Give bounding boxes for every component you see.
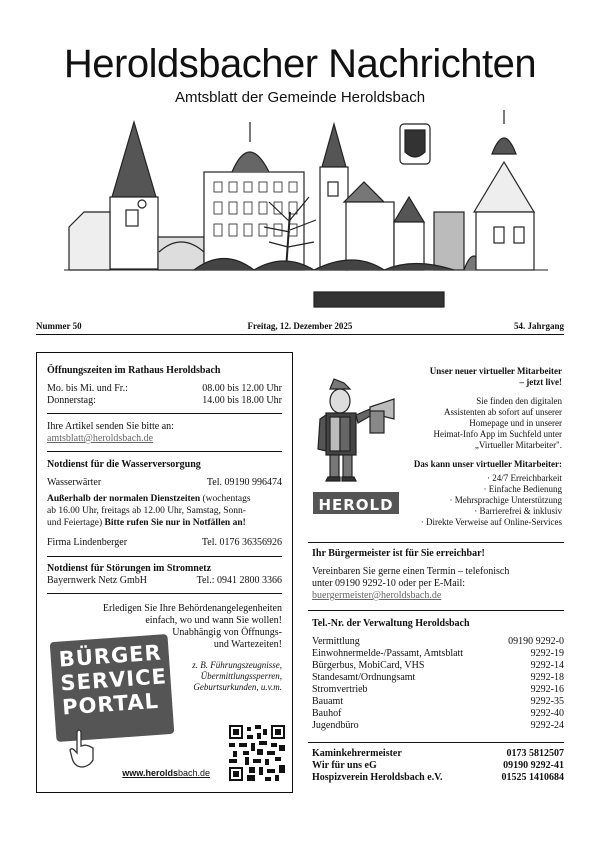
extra-row	[312, 748, 564, 760]
power-phone: Tel.: 0941 2800 3366	[196, 575, 282, 586]
directory-row	[312, 696, 564, 708]
issue-date: Freitag, 12. Dezember 2025	[247, 321, 353, 331]
portal-examples	[192, 660, 282, 693]
hours-section	[47, 365, 282, 407]
herold-body-line: Heimat-Info App im Suchfeld unter	[433, 429, 562, 439]
town-skyline-illustration	[64, 102, 548, 317]
hours-value: 14.00 bis 18.00 Uhr	[202, 395, 282, 406]
water-note-text: ab 16.00 Uhr, freitags ab 12.00 Uhr, Samstag, Sonn-	[47, 506, 246, 516]
divider	[47, 593, 282, 594]
directory-heading: Tel.-Nr. der Verwaltung Heroldsbach	[312, 618, 470, 629]
directory-label: Standesamt/Ordnungsamt	[312, 672, 416, 683]
issue-number: Nummer 50	[36, 321, 82, 331]
extra-row	[312, 760, 564, 772]
herold-feature: · Mehrsprachige Unterstützung	[449, 495, 562, 505]
dateline	[36, 320, 564, 335]
directory-phone: 9292-18	[530, 672, 564, 683]
articles-text: Ihre Artikel senden Sie bitte an:	[47, 421, 174, 432]
water-section	[47, 459, 282, 549]
extra-phone: 0173 5812507	[506, 748, 564, 759]
mayor-section	[312, 548, 564, 602]
pointer-hand-icon	[67, 728, 97, 768]
portal-line: und Wartezeiten!	[213, 639, 282, 650]
water-row	[47, 477, 282, 489]
directory-label: Stromvertrieb	[312, 684, 368, 695]
directory-row	[312, 684, 564, 696]
masthead-subtitle: Amtsblatt der Gemeinde Heroldsbach	[174, 89, 426, 106]
directory-row	[312, 660, 564, 672]
extra-phone: 09190 9292-41	[503, 760, 564, 771]
directory-row	[312, 720, 564, 732]
herold-body-line: Homepage und in unserer	[469, 418, 562, 428]
herold-body-line: Sie finden den digitalen	[476, 396, 562, 406]
directory-label: Einwohnermelde-/Passamt, Amtsblatt	[312, 648, 464, 659]
firm-row	[47, 537, 282, 549]
divider	[308, 610, 564, 611]
extra-label: Kaminkehrermeister	[312, 748, 402, 759]
herold-title: – jetzt live!	[519, 377, 562, 387]
herold-feature: · Barrierefrei & inklusiv	[474, 506, 562, 516]
directory-phone: 09190 9292-0	[508, 636, 564, 647]
herold-feature: · Direkte Verweise auf Online-Services	[420, 517, 562, 527]
water-label: Wasserwärter	[47, 477, 102, 488]
herold-badge: HEROLD	[313, 492, 399, 514]
divider	[308, 542, 564, 543]
herold-body-line: „Virtueller Mitarbeiter".	[474, 440, 562, 450]
hours-label: Mo. bis Mi. und Fr.:	[47, 383, 128, 394]
water-heading: Notdienst für die Wasserversorgung	[47, 459, 201, 470]
directory-row	[312, 636, 564, 648]
logo-line: BÜRGER	[58, 640, 163, 672]
firm-phone: Tel. 0176 36356926	[201, 537, 282, 548]
mayor-line: unter 09190 9292-10 oder per E-Mail:	[312, 578, 466, 589]
example-line: Übermittlungssperren,	[200, 671, 282, 681]
directory-row	[312, 672, 564, 684]
herold-text	[414, 366, 562, 528]
divider	[308, 742, 564, 743]
right-column	[308, 352, 564, 793]
issue-volume: 54. Jahrgang	[513, 321, 564, 331]
extra-label: Hospizverein Heroldsbach e.V.	[312, 772, 443, 783]
directory-phone: 9292-35	[530, 696, 564, 707]
hours-row	[47, 395, 282, 407]
directory-phone: 9292-19	[530, 648, 564, 659]
power-heading: Notdienst für Störungen im Stromnetz	[47, 563, 212, 574]
hours-row	[47, 383, 282, 395]
directory-label: Bürgerbus, MobiCard, VHS	[312, 660, 425, 671]
directory-label: Bauamt	[312, 696, 344, 707]
portal-line: Erledigen Sie Ihre Behördenangelegenheiten	[102, 603, 282, 614]
directory-label: Vermittlung	[312, 636, 360, 647]
example-line: Geburtsurkunden, u.v.m.	[193, 682, 282, 692]
articles-email-link[interactable]: amtsblatt@heroldsbach.de	[47, 433, 154, 444]
mayor-line: Vereinbaren Sie gerne einen Termin – telefonisch	[312, 566, 510, 577]
power-row	[47, 575, 282, 587]
extra-contacts	[312, 748, 564, 784]
divider	[47, 556, 282, 557]
portal-url-link[interactable]	[122, 768, 210, 778]
herold-title: Unser neuer virtueller Mitarbeiter	[429, 366, 562, 376]
herold-body-line: Assistenten ab sofort auf unserer	[444, 407, 562, 417]
logo-line: PORTAL	[61, 688, 160, 720]
buerger-service-portal-logo[interactable]	[50, 634, 175, 742]
firm-label: Firma Lindenberger	[47, 537, 128, 548]
hours-label: Donnerstag:	[47, 395, 96, 406]
directory-phone: 9292-14	[530, 660, 564, 671]
herold-feature: · 24/7 Erreichbarkeit	[487, 473, 562, 483]
portal-url-bold: www.herolds	[122, 768, 178, 778]
mayor-email-link[interactable]: buergermeister@heroldsbach.de	[312, 590, 442, 601]
water-note-bold: Bitte rufen Sie nur in Notfällen an!	[104, 518, 246, 528]
portal-line: einfach, wo und wann Sie wollen!	[145, 615, 282, 626]
directory-label: Bauhof	[312, 708, 342, 719]
power-section	[47, 563, 282, 587]
mayor-heading: Ihr Bürgermeister ist für Sie erreichbar!	[312, 548, 485, 559]
directory-phone: 9292-24	[530, 720, 564, 731]
directory-label: Jugendbüro	[312, 720, 359, 731]
directory-row	[312, 708, 564, 720]
portal-url-rest: bach.de	[177, 768, 210, 778]
example-line: z. B. Führungszeugnisse,	[192, 660, 282, 670]
divider	[47, 451, 282, 452]
portal-line: Unabhängig von Öffnungs-	[172, 627, 282, 638]
power-label: Bayernwerk Netz GmbH	[47, 575, 147, 586]
hours-value: 08.00 bis 12.00 Uhr	[202, 383, 282, 394]
directory-phone: 9292-16	[530, 684, 564, 695]
divider	[47, 413, 282, 414]
water-note	[47, 493, 282, 529]
masthead-title: Heroldsbacher Nachrichten	[63, 42, 537, 86]
water-phone: Tel. 09190 996474	[206, 477, 282, 488]
hours-heading: Öffnungszeiten im Rathaus Heroldsbach	[47, 365, 221, 376]
qr-code[interactable]	[229, 725, 285, 781]
water-note-text: und Feiertage)	[47, 518, 105, 528]
logo-line: SERVICE	[59, 664, 168, 696]
extra-label: Wir für uns eG	[312, 760, 377, 771]
herold-features-heading: Das kann unser virtueller Mitarbeiter:	[413, 459, 562, 469]
articles-section	[47, 421, 282, 445]
herold-feature: · Einfache Bedienung	[483, 484, 562, 494]
extra-row	[312, 772, 564, 784]
directory-section	[312, 618, 564, 732]
directory-row	[312, 648, 564, 660]
info-box-left	[36, 352, 293, 793]
directory-phone: 9292-40	[530, 708, 564, 719]
water-note-bold: Außerhalb der normalen Dienstzeiten	[47, 494, 201, 504]
water-note-text: (wochentags	[200, 494, 251, 504]
extra-phone: 01525 1410684	[501, 772, 564, 783]
